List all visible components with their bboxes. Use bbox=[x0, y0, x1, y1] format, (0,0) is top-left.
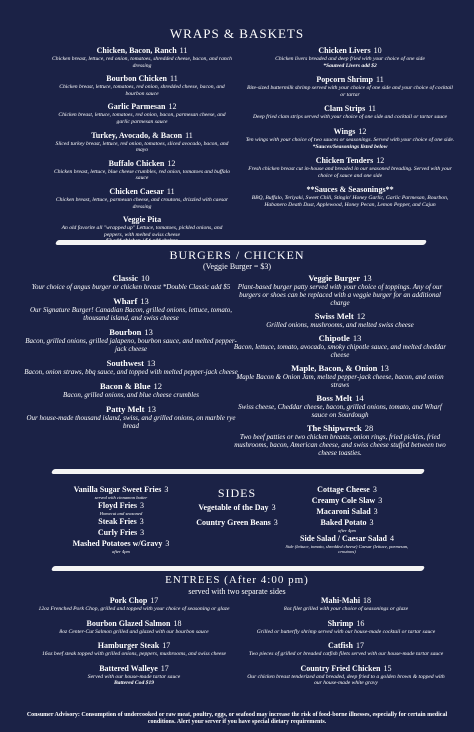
menu-item-description: Chicken breast, lettuce, parmesan cheese, and croutons, drizzled with caesar dressing bbox=[55, 196, 229, 210]
menu-item-name: Bourbon Glazed Salmon bbox=[86, 618, 171, 628]
menu-item-title bbox=[34, 596, 234, 606]
menu-item-title bbox=[230, 311, 450, 321]
menu-item-price: 3 bbox=[373, 507, 378, 516]
menu-item-description: Sliced turkey breast, lettuce, red onion, tomatoes, sliced avocado, bacon, and mayo bbox=[55, 140, 229, 154]
menu-item-title bbox=[34, 619, 234, 629]
menu-item-price: 12 bbox=[358, 126, 367, 136]
menu-item-name: Chicken Tenders bbox=[315, 156, 374, 166]
menu-item-title bbox=[282, 496, 412, 506]
menu-item bbox=[282, 534, 412, 554]
menu-item-description: served with cinnamon butter bbox=[94, 495, 148, 500]
menu-item-description: Chicken breast, lettuce, red onion, tomatoes, shredded cheese, bacon, and ranch dressing bbox=[52, 56, 232, 69]
menu-item-title bbox=[282, 534, 412, 544]
menu-item-title bbox=[24, 381, 238, 391]
menu-item-title bbox=[244, 156, 456, 166]
menu-item-description: Bite-sized buttermilk shrimp served with your choice of one side and your choice of cocktail or tartar bbox=[247, 85, 453, 98]
menu-item-description: Chicken breast, lettuce, tomatoes, red onion, shredded cheese, bacon, and bourbon sauce bbox=[59, 84, 225, 97]
menu-item bbox=[24, 404, 238, 430]
menu-item-description: after 4pm bbox=[338, 528, 356, 533]
menu-item-price: 17 bbox=[150, 596, 159, 605]
menu-item-description: Ten wings with your choice of two sauces or seasonings. Served with your choice of one side. bbox=[245, 136, 455, 143]
menu-item bbox=[52, 131, 232, 154]
menu-item bbox=[244, 156, 456, 179]
menu-item bbox=[282, 518, 412, 533]
menu-item-name: Boss Melt bbox=[316, 393, 353, 403]
menu-item-price: 3 bbox=[165, 539, 170, 549]
menu-item bbox=[246, 641, 446, 658]
menu-item-note: *Sauces/Seasonings listed below bbox=[312, 143, 388, 150]
menu-item-price: 4 bbox=[389, 534, 394, 544]
menu-item-title bbox=[244, 104, 456, 114]
menu-item-title bbox=[56, 528, 186, 538]
menu-item-title bbox=[24, 296, 238, 306]
menu-item-name: Country Fried Chicken bbox=[300, 663, 381, 673]
menu-item-description: 12oz Frenched Pork Chop, grilled and topped with your choice of seasoning or glaze bbox=[38, 606, 230, 612]
menu-item-price: 12 bbox=[168, 102, 177, 112]
menu-item-title bbox=[52, 159, 232, 169]
menu-item-name: Swiss Melt bbox=[314, 311, 354, 321]
menu-item-description: Chicken breast, lettuce, blue cheese crumbles, red onion, tomatoes and buffalo sauce bbox=[53, 168, 231, 182]
menu-item-title bbox=[230, 273, 450, 283]
wraps-right-column bbox=[244, 46, 456, 215]
menu-item bbox=[52, 46, 232, 69]
menu-item bbox=[244, 104, 456, 121]
menu-item-name: Southwest bbox=[106, 358, 144, 368]
menu-item-name: The Shipwreck bbox=[306, 423, 362, 433]
menu-item-description: Two pieces of grilled or breaded catfish filets served with our house-made tartar sauce bbox=[248, 651, 444, 658]
menu-item-name: Steak Fries bbox=[98, 517, 137, 527]
menu-item-name: Baked Potato bbox=[320, 518, 367, 527]
menu-item bbox=[246, 596, 446, 613]
menu-item-price: 10 bbox=[141, 273, 150, 283]
menu-item bbox=[34, 664, 234, 687]
menu-item bbox=[244, 185, 456, 208]
menu-item-description: Our Signature Burger! Canadian Bacon, grilled onions, lettuce, tomato, thousand island, and swiss cheese bbox=[29, 306, 233, 322]
menu-item-description: 16oz beef steak topped with grilled onions, peppers, mushrooms, and swiss cheese bbox=[41, 651, 227, 658]
menu-item-name: Pork Chop bbox=[109, 596, 148, 605]
menu-item bbox=[52, 102, 232, 125]
menu-item-price: 13 bbox=[146, 358, 156, 368]
menu-item-title bbox=[24, 404, 238, 414]
menu-item-price: 11 bbox=[179, 46, 188, 55]
menu-item-name: Chicken Caesar bbox=[109, 186, 164, 196]
menu-item bbox=[24, 273, 238, 291]
menu-item-price: 18 bbox=[363, 596, 372, 605]
menu-item-title bbox=[244, 75, 456, 85]
menu-item-name: Cottage Cheese bbox=[317, 485, 370, 494]
menu-item bbox=[282, 485, 412, 495]
menu-item-title bbox=[24, 327, 238, 337]
menu-item-name: Macaroni Salad bbox=[316, 507, 371, 516]
menu-item-name: Chipotle bbox=[318, 333, 350, 343]
menu-item-name: Curly Fries bbox=[97, 528, 138, 538]
menu-item bbox=[56, 539, 186, 554]
menu-item-title bbox=[244, 46, 456, 56]
menu-item-title bbox=[282, 507, 412, 517]
menu-item-title bbox=[34, 641, 234, 651]
entrees-right-column bbox=[246, 596, 446, 693]
menu-item-description: Your choice of angus burger or chicken breast *Double Classic add $5 bbox=[31, 283, 231, 291]
menu-item-price: 13 bbox=[363, 273, 372, 283]
burgers-right-column bbox=[230, 273, 450, 461]
menu-item-description: Fresh chicken breast cut in-house and breaded in our seasoned breading. Served with your choice of sauce and one side bbox=[248, 166, 452, 179]
divider-brush-3 bbox=[51, 566, 425, 571]
menu-item-description: Side (lettuce, tomato, shredded cheese) Caesar (lettuce, parmesan, croutons) bbox=[285, 544, 409, 555]
menu-item-description: Maple Bacon & Onion Jam, melted pepper-jack cheese, bacon, and onion straws bbox=[236, 373, 444, 389]
burgers-title: BURGERS / CHICKEN bbox=[169, 248, 305, 262]
menu-item-title bbox=[230, 423, 450, 433]
menu-item-title bbox=[246, 619, 446, 629]
menu-item-title bbox=[34, 664, 234, 674]
menu-item-price: 11 bbox=[169, 74, 178, 84]
menu-item-title bbox=[24, 358, 238, 368]
menu-item-description: Homecut and seasoned bbox=[99, 511, 143, 517]
menu-item-name: Maple, Bacon, & Onion bbox=[291, 363, 378, 373]
menu-item-price: 13 bbox=[140, 296, 149, 306]
menu-item-price: 3 bbox=[378, 496, 383, 505]
menu-item-name: Chicken Livers bbox=[318, 46, 371, 55]
menu-item-title bbox=[24, 273, 238, 283]
menu-item-description: Our house-made thousand island, swiss, and grilled onions, on marble rye bread bbox=[26, 414, 236, 430]
menu-item-title bbox=[56, 485, 186, 495]
menu-item-description: Deep fried clam strips served with your choice of one side and cocktail or tartar sauce bbox=[252, 114, 448, 121]
menu-item-name: Buffalo Chicken bbox=[108, 158, 165, 168]
menu-item-price: 11 bbox=[185, 130, 193, 140]
menu-item-price: 17 bbox=[355, 641, 364, 651]
sides-left-column bbox=[56, 485, 186, 556]
menu-item-name: Side Salad / Caesar Salad bbox=[300, 534, 387, 544]
menu-item bbox=[52, 187, 232, 210]
menu-item-name: Mahi-Mahi bbox=[320, 596, 361, 605]
entrees-title: ENTREES (After 4:00 pm) bbox=[165, 574, 309, 586]
menu-item bbox=[24, 381, 238, 399]
menu-item-price: 3 bbox=[139, 501, 144, 511]
consumer-advisory: Consumer Advisory: Consumption of undercooked or raw meat, poultry, eggs, or seafood may increase the risk of food-borne illnesses, especially for certain medical conditions. Alert your server if you have special dietary requirements. bbox=[26, 712, 448, 725]
menu-item-description: Our chicken breast tenderized and breaded, deep fried to a golden brown & topped with our house-made white gravy bbox=[247, 673, 445, 687]
menu-item bbox=[246, 619, 446, 636]
wraps-left-column bbox=[52, 46, 232, 250]
menu-item-name: Hamburger Steak bbox=[97, 641, 160, 651]
menu-item-title bbox=[52, 74, 232, 84]
menu-item-price: 3 bbox=[140, 528, 145, 538]
sides-right-column bbox=[282, 485, 412, 556]
menu-item bbox=[34, 619, 234, 636]
menu-item bbox=[282, 507, 412, 517]
menu-item-name: Chicken, Bacon, Ranch bbox=[96, 46, 177, 55]
menu-item bbox=[230, 363, 450, 389]
menu-item-title bbox=[230, 393, 450, 403]
menu-item bbox=[34, 641, 234, 658]
menu-item bbox=[282, 496, 412, 506]
menu-item-name: Wings bbox=[333, 126, 356, 136]
menu-item-name: Patty Melt bbox=[106, 404, 145, 414]
menu-item-title bbox=[244, 185, 456, 195]
menu-item-name: Bourbon Chicken bbox=[106, 74, 167, 84]
menu-item bbox=[56, 501, 186, 516]
menu-item-description: Bacon, grilled onions, grilled jalapeno, bourbon sauce, and melted pepper-jack cheese bbox=[25, 337, 237, 353]
menu-item-title bbox=[282, 485, 412, 495]
menu-item-description: Chicken breast, lettuce, tomatoes, red onion, bacon, parmesan cheese, and garlic parmesan sauce bbox=[58, 112, 226, 125]
menu-item-name: Creamy Cole Slaw bbox=[311, 496, 376, 505]
menu-item-name: Garlic Parmesan bbox=[107, 102, 166, 112]
sides-title: SIDES bbox=[217, 486, 257, 500]
menu-item-description: after 4pm bbox=[112, 549, 130, 555]
menu-item-note: *Sauteed Livers add $2 bbox=[323, 62, 377, 69]
menu-item-description: An old favorite all "wrapped up" Lettuce, tomatoes, pickled onions, and peppers, with melted swiss cheese bbox=[61, 225, 223, 238]
menu-item bbox=[24, 327, 238, 353]
menu-item-title bbox=[230, 363, 450, 373]
menu-item-name: Turkey, Avocado, & Bacon bbox=[91, 130, 183, 140]
menu-item-price: 17 bbox=[162, 641, 171, 651]
menu-item-title bbox=[246, 596, 446, 606]
menu-item-price: 12 bbox=[167, 158, 176, 168]
menu-item-price: 11 bbox=[368, 104, 376, 114]
menu-item-name: Vanilla Sugar Sweet Fries bbox=[73, 485, 162, 494]
menu-item-name: Catfish bbox=[328, 641, 353, 651]
menu-item bbox=[230, 393, 450, 419]
menu-item-name: Floyd Fries bbox=[98, 501, 137, 511]
menu-item bbox=[244, 127, 456, 150]
menu-item bbox=[34, 596, 234, 613]
menu-item-description: BBQ, Buffalo, Teriyaki, Sweet Chili, Stingin' Honey Garlic, Garlic Parmesan, Bourbon, Habanero Death Dust, Applewood, Honey Pecan, Lemon Pepper, and Cajun bbox=[251, 195, 449, 208]
menu-item bbox=[52, 74, 232, 97]
menu-item-name: Veggie Burger bbox=[308, 273, 361, 283]
menu-item-price: 13 bbox=[147, 404, 156, 414]
menu-item-description: Bacon, grilled onions, and blue cheese crumbles bbox=[62, 391, 200, 399]
menu-item bbox=[246, 664, 446, 687]
menu-item-price: 13 bbox=[352, 333, 362, 343]
wraps-title: WRAPS & BASKETS bbox=[169, 26, 305, 41]
menu-item-title bbox=[52, 187, 232, 197]
divider-brush-2 bbox=[51, 469, 425, 474]
menu-item-name: Bourbon bbox=[109, 327, 142, 337]
menu-item-title bbox=[56, 517, 186, 527]
menu-item-description: Chicken livers breaded and deep fried with your choice of one side bbox=[275, 56, 425, 62]
menu-item-name: Veggie Pita bbox=[122, 215, 162, 225]
menu-item bbox=[56, 517, 186, 527]
menu-item-name: Country Green Beans bbox=[196, 518, 271, 527]
menu-item-price: 13 bbox=[380, 363, 389, 373]
menu-item-price: 3 bbox=[164, 485, 169, 494]
menu-item bbox=[52, 159, 232, 182]
menu-item bbox=[230, 273, 450, 307]
menu-item-title bbox=[56, 501, 186, 511]
menu-item bbox=[56, 528, 186, 538]
menu-item-name: Popcorn Shrimp bbox=[316, 75, 373, 85]
menu-item-price: 11 bbox=[375, 75, 384, 85]
entrees-left-column bbox=[34, 596, 234, 693]
menu-item-name: Mashed Potatoes w/Gravy bbox=[72, 539, 163, 549]
menu-item-description: 8oz filet grilled with your choice of seasonings or glaze bbox=[283, 606, 409, 612]
menu-item-title bbox=[230, 333, 450, 343]
menu-item-description: Swiss cheese, Cheddar cheese, bacon, grilled onions, tomato, and Wharf sauce on Sourdough bbox=[238, 403, 442, 419]
menu-item-name: Clam Strips bbox=[324, 104, 366, 114]
menu-item-price: 18 bbox=[173, 618, 182, 628]
menu-item-price: 14 bbox=[355, 393, 364, 403]
divider-brush-1 bbox=[55, 240, 427, 245]
menu-item-title bbox=[52, 102, 232, 112]
menu-item-title bbox=[52, 131, 232, 141]
entrees-subtitle: served with two separate sides bbox=[188, 587, 286, 596]
menu-item-title bbox=[56, 539, 186, 549]
menu-item-price: 11 bbox=[166, 186, 175, 196]
menu-item-price: 17 bbox=[160, 663, 169, 673]
menu-item-title bbox=[244, 127, 456, 137]
menu-item-name: **Sauces & Seasonings** bbox=[306, 185, 394, 195]
menu-item bbox=[24, 358, 238, 376]
menu-item bbox=[230, 333, 450, 359]
menu-item-price: 12 bbox=[376, 156, 385, 166]
menu-item-price: 3 bbox=[139, 517, 144, 527]
menu-item-price: 16 bbox=[356, 618, 365, 628]
menu-item bbox=[56, 485, 186, 500]
menu-item-price: 3 bbox=[271, 503, 276, 512]
menu-item-description: Served with our house-made tartar sauce bbox=[87, 673, 181, 680]
menu-item-price: 10 bbox=[373, 46, 382, 55]
menu-item-price: 28 bbox=[364, 423, 374, 433]
menu-item-title bbox=[282, 518, 412, 528]
menu-item bbox=[230, 311, 450, 329]
menu-item-description: Bacon, onion straws, bbq sauce, and topped with melted pepper-jack cheese bbox=[24, 368, 238, 376]
menu-item bbox=[244, 75, 456, 98]
menu-item-price: 13 bbox=[144, 327, 153, 337]
menu-item-name: Bacon & Blue bbox=[99, 381, 151, 391]
menu-item-title bbox=[246, 664, 446, 674]
menu-item bbox=[230, 423, 450, 457]
burgers-left-column bbox=[24, 273, 238, 435]
menu-item-description: Grilled or butterfly shrimp served with our house-made cocktail or tartar sauce bbox=[256, 628, 436, 635]
menu-item-price: 12 bbox=[356, 311, 366, 321]
menu-item-name: Shrimp bbox=[327, 618, 354, 628]
menu-item bbox=[244, 46, 456, 69]
burgers-subtitle: (Veggie Burger = $3) bbox=[202, 262, 272, 271]
menu-item-price: 12 bbox=[153, 381, 163, 391]
menu-item-description: Plant-based burger patty served with your choice of toppings. Any of our burgers or shoes can be replaced with a veggie burger for an additional charge bbox=[237, 283, 443, 307]
menu-item-price: 3 bbox=[369, 518, 374, 527]
menu-item bbox=[24, 296, 238, 322]
menu-item-title bbox=[52, 215, 232, 225]
menu-item-title bbox=[52, 46, 232, 56]
menu-item-note: Battered Cod $19 bbox=[113, 680, 155, 687]
menu-item-description: Two beef patties or two chicken breasts, onion rings, fried pickles, fried mushrooms, bacon, American cheese, and swiss cheese stuffed between two cheese toasties. bbox=[234, 433, 446, 457]
menu-item-price: 15 bbox=[383, 663, 392, 673]
menu-item-description: Grilled onions, mushrooms, and melted swiss cheese bbox=[266, 321, 414, 329]
menu-item-name: Vegetable of the Day bbox=[198, 503, 269, 512]
menu-item-name: Battered Walleye bbox=[99, 663, 158, 673]
menu-item-description: Bacon, lettuce, tomato, avocado, smoky chipotle sauce, and melted cheddar cheese bbox=[233, 343, 447, 359]
menu-item-price: 3 bbox=[273, 518, 278, 527]
menu-item-description: 8oz Center-Cut Salmon grilled and glazed with our bourbon sauce bbox=[59, 628, 209, 635]
menu-item-name: Classic bbox=[112, 273, 138, 283]
menu-item-title bbox=[246, 641, 446, 651]
menu-item-price: 3 bbox=[372, 485, 377, 494]
menu-item-name: Wharf bbox=[113, 296, 138, 306]
